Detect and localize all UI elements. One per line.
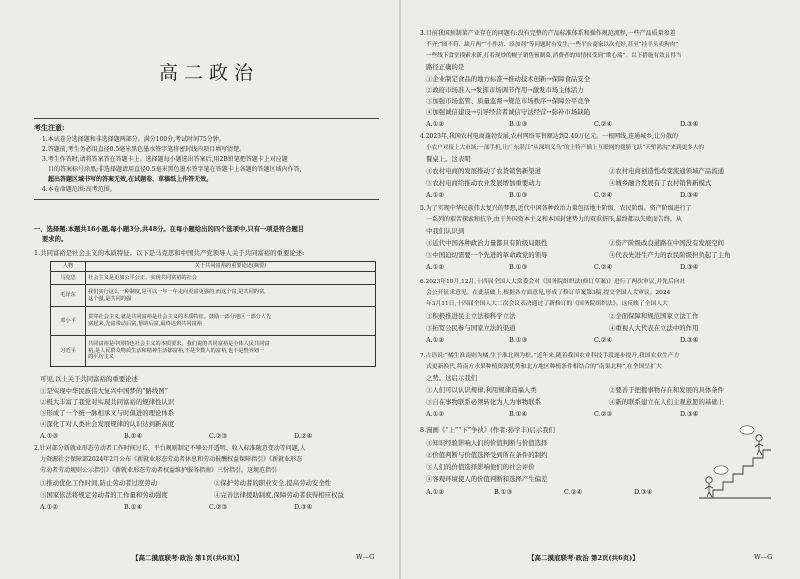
option: ④深化了对人类社会发展规律的认识达到新高度 [40,420,175,428]
notice-line: 超出答题区域书写的答案无效,在试题卷、草稿纸上作答无效。 [48,176,213,183]
quote-line: 的平均主义 [88,354,114,361]
choice-c: C.②④ [564,488,583,496]
q3-line: 不齐;“图不符、缺斤两”“小作坊、添加剂”等问题时有发生;一些平台商家以次充好,甚至“挂羊头卖狗肉” [426,42,679,48]
q4-line: 餐桌上。这表明 [426,155,471,163]
option: ④加强诚信建设→引导经营者诚信守法经营→弥补市场缺陷 [426,108,591,116]
option: ③形成了一个统一脉相承又与时俱进的理论体系 [40,409,175,417]
page-1 [4,0,398,579]
choice-b: B.①③ [494,488,513,496]
quote-line: 这个强,是共同的强 [88,295,132,302]
option: ④客观环境使人的价值判断和选择产生偏差 [426,475,548,483]
choice-b: B.①③ [509,263,528,271]
quote-line: 社会主义是更加公平公正、实现共同富裕的社会 [88,274,197,281]
q3-line: 路径正确的是 [426,63,465,71]
section-heading: 要求的。 [42,236,68,243]
choice-b: B.①③ [509,191,528,199]
table-row [51,285,376,307]
option: ④代表先进生产力的农民阶级担负起了主角 [609,251,731,259]
choice-a: A.①③ [40,432,59,440]
option: ②农村电商创造性改变流通领域产品流通 [609,167,725,175]
choice-d: D.③④ [294,503,313,511]
option: ④城乡融合发展有了农村销售新模式 [609,179,712,187]
choice-d: D.③④ [680,120,699,128]
figure-top [740,426,763,455]
table-row [51,272,376,285]
choice-a: A.①② [426,120,445,128]
choice-b: B.①③ [509,120,528,128]
option: ②保护劳动者的职业安全,提高劳动安全性 [214,479,332,487]
choice-b: B.①④ [124,503,143,511]
option: ③人们的价值选择影响他们的社会评价 [426,463,535,471]
table-header: 人物 [51,262,86,272]
stairs-line [699,450,771,498]
choice-a: A.①② [426,410,445,418]
paper-code: W—G [754,553,773,561]
choice-d: D.②④ [294,432,313,440]
quote-cell [86,307,376,336]
choice-a: A.①② [426,488,445,496]
quote-line: 共同富裕是中国特色社会主义的本质要求。我们说的共同富裕是全体人民共同富 [88,341,270,348]
option: ③农村电商给推动农业发展增加重要动力 [426,179,542,187]
table-header-row [51,262,376,272]
option: ③拓宽公民参与国家立法的渠道 [426,324,516,332]
choice-d: D.③④ [680,263,699,271]
page-footer: 【高二摸底联考·政治 第1页(共6页)】 [132,554,243,562]
choice-c: C.②④ [594,263,613,271]
divider [34,199,379,200]
notice-line: 3.考生作答时,请将答案答在答题卡上。选择题每小题选出答案后,用2B铅笔把答题卡上对应题 [42,156,288,163]
quote-cell [86,272,376,285]
choice-b: B.①④ [509,410,528,418]
q3-line: 3.目前我国预制菜产业存在的问题有:没有完整的产品标准体系和操作规范流程,一些产品质量参差 [420,30,676,37]
page-footer: 【高二摸底联考·政治 第2页(共6页)】 [528,554,639,562]
q6-line: 会公开征求意见。在此基础上,根据各方面意见,形成了修订草案第3稿,提交全国人大审议。2024 [426,290,671,296]
notice-heading: 考生注意: [34,123,65,132]
person-cell: 邓小平 [51,307,86,336]
quote-line: 我们实行这么一种制度,是可以一年一年走向更富更强的,而这个富,是共同的富, [88,288,266,295]
notice-line: 目的答案标号涂黑;非选择题请用直径0.5毫米黑色墨水签字笔在答题卡上各题的答题区域内作答, [48,166,302,173]
q6-line: 年3月11日,十四届全国人大二次会议表决通过了新修订的《国务院组织法》。这反映了全国人大 [426,301,668,307]
notice-line: 1.本试卷分选择题和非选择题两部分。满分100分,考试时间75分钟。 [42,136,225,143]
option: ③国家依法将规定劳动者的工作量和劳动强度 [40,491,168,499]
choice-a: A.①② [426,191,445,199]
option: ②全面保障和规范国家立法工作 [609,312,699,320]
option: ①推动优化工作时间,防止劳动者过度劳动 [40,479,158,487]
choice-c: C.②④ [594,191,613,199]
staircase-cartoon [695,424,773,502]
option: ②极大丰富了我党对实现共同富裕的规律性认识 [40,398,175,406]
choice-d: D.③④ [680,191,699,199]
table-header: 关于共同富裕的重要论述(摘要) [86,262,376,272]
q5-line: 中我们认识到 [426,227,465,235]
q5-line: 一系列的艰苦探索和抗争,由于外国资本主义和本国封建势力的双重挤压,最终都以失败而告终。从 [426,216,682,223]
q2-line: 2.针对部分新就业形态劳动者工作时间过长、平台规则制定不够公开透明、收入标准随意变动等问题,人 [34,445,306,452]
quote-line: 裕,是人民群众物质生活和精神生活都富裕,不是少数人的富裕,也不是整齐划一 [88,347,265,354]
notice-line: 4.本卷命题范围:高考范围。 [42,186,116,193]
choice-a: A.①② [426,336,445,344]
exam-title: 高二政治 [158,62,259,84]
section-heading: 一、选择题:本题共16小题,每小题3分,共48分。在每小题给出的四个选项中,只有一项是符合题目 [34,226,305,233]
quote-table [50,261,376,367]
question-lead: 可见,以上关于共同富裕的重要论述 [40,375,138,383]
choice-b: B.①④ [124,432,143,440]
option: ④新的联系建立在人们主观意愿的基础上 [609,398,725,406]
q2-line: 力资源社会保障部2024年2月公布《新就业形态劳动者休息和劳动报酬权益保障指引》《新就业形态 [40,456,303,463]
q4-line: 4.2023年,我国农村电商蓬勃发展,农村网络零售额达到2.49万亿元。一根网线,连通城乡,让分散的 [420,133,678,140]
paper-code: W—G [356,553,375,561]
quote-cell [86,336,376,367]
option: ④重视人大代表在立法中的作用 [609,324,699,332]
q7-line: 式更新换代,将南方水果种植资源优势和北方地区种植条件相结合的“南果北种”,在全国呈扩大 [426,364,662,370]
table-row [51,336,376,367]
q8-line: 8.漫画《“上”“下”争执》(作者:孙学丰)启示我们 [420,426,555,434]
choice-b: B.①③ [509,336,528,344]
option: ④完善法律援助制度,保障劳动者获得相应权益 [214,491,344,499]
choice-d: D.③④ [634,488,653,496]
question-stem: 1.共同富裕是社会主义的本质特征。以下是马克思和中国共产党领导人关于共同富裕的重要论述: [34,249,305,257]
person-cell: 马克思 [51,272,86,285]
choice-c: C.②③ [209,432,228,440]
person-cell: 毛泽东 [51,285,86,307]
notice-line: 2.答题前,考生务必用直径0.5毫米黑色墨水签字笔将密封线内项目填写清楚。 [42,146,246,153]
option: ①积极推进民主立法和科学立法 [426,312,516,320]
q4-line: 小农户对接上大市场;一部手机,让广东湛江“从深圳义乌”的上特产插上互联网的翅膀飞跃“天堑鸿沟”来到更多人的 [426,145,705,151]
quote-cell [86,285,376,307]
choice-a: A.①② [40,503,59,511]
table-row [51,307,376,336]
option: ①知识经验影响人们的价值判断与价值选择 [426,439,548,447]
divider [34,118,379,119]
choice-c: C.②④ [594,120,613,128]
q5-line: 5.为了实现中华民族伟大复兴的梦想,近代中国各种政治力量包括地主阶级、农民阶级、资产阶级进行了 [420,205,692,212]
option: ①是实现中华民族伟大复兴中国梦的“路线图” [40,387,168,395]
option: ①企业制定食品的地方标准→推动技术创新→保障食品安全 [426,75,591,83]
choice-c: C.②④ [594,336,613,344]
option: ①近代中国各种政治力量都具有阶级局限性 [426,239,548,247]
choice-d: D.③④ [680,410,699,418]
q2-line: 劳动者劳动规则公示指引》《新就业形态劳动者权益维护服务指南》三份指引。这规范指引 [40,467,278,474]
quote-line: 贯穿社会主义,就是共同富裕是社会主义的本质特征。鼓励一部分地区一部分人先 [88,314,272,321]
person-cell: 习近平 [51,336,86,367]
choice-d: D.③④ [680,336,699,344]
option: ②政府市场准入→发挥市场调节作用→激发市场主体活力 [426,86,584,94]
choice-c: C.②③ [209,503,228,511]
q7-line: 之势。这启示我们 [426,374,478,382]
quote-line: 富起来,先富带动后富,帮助后富,最终达到共同富裕 [88,321,202,327]
q3-line: 一些线下食堂摸索求新,打着现炒的幌子销售预制菜,消费者的知情权受到“欺心瑞”。以下措施有效且得当 [426,53,682,59]
choice-c: C.②③ [594,410,613,418]
q7-line: 7.古语说:“橘生淮南则为橘,生于淮北则为枳。”近年来,随着我国农业科技手段逐步提升,我国农业生产方 [420,353,680,359]
choice-a: A.①② [426,263,445,271]
option: ③中国迫切需要一个先进的革命政党的领导 [426,251,548,259]
figure-bottom [705,466,728,497]
option: ③自在事物联系必须转化为人为事物联系 [426,398,542,406]
option: ①人们可以认识规律,利用规律造福人类 [426,386,537,394]
option: ③加强市场监管、质量监督→规范市场秩序→保障公平竞争 [426,97,591,105]
option: ②价值判断与价值选择受到所在条件的制约 [426,451,548,459]
page-fold [399,0,401,579]
option: ②要善于把握事物存在和发展的具体条件 [609,386,725,394]
option: ①农村电商的发展推动了农货销售新渠道 [426,167,542,175]
q6-line: 6.2023年10月,12月,十四届全国人大常委会对《国务院组织法(修订草案)》进行了两次审议,并先后向社 [420,279,686,285]
option: ②资产阶级改良道路在中国没有发展空间 [609,239,725,247]
